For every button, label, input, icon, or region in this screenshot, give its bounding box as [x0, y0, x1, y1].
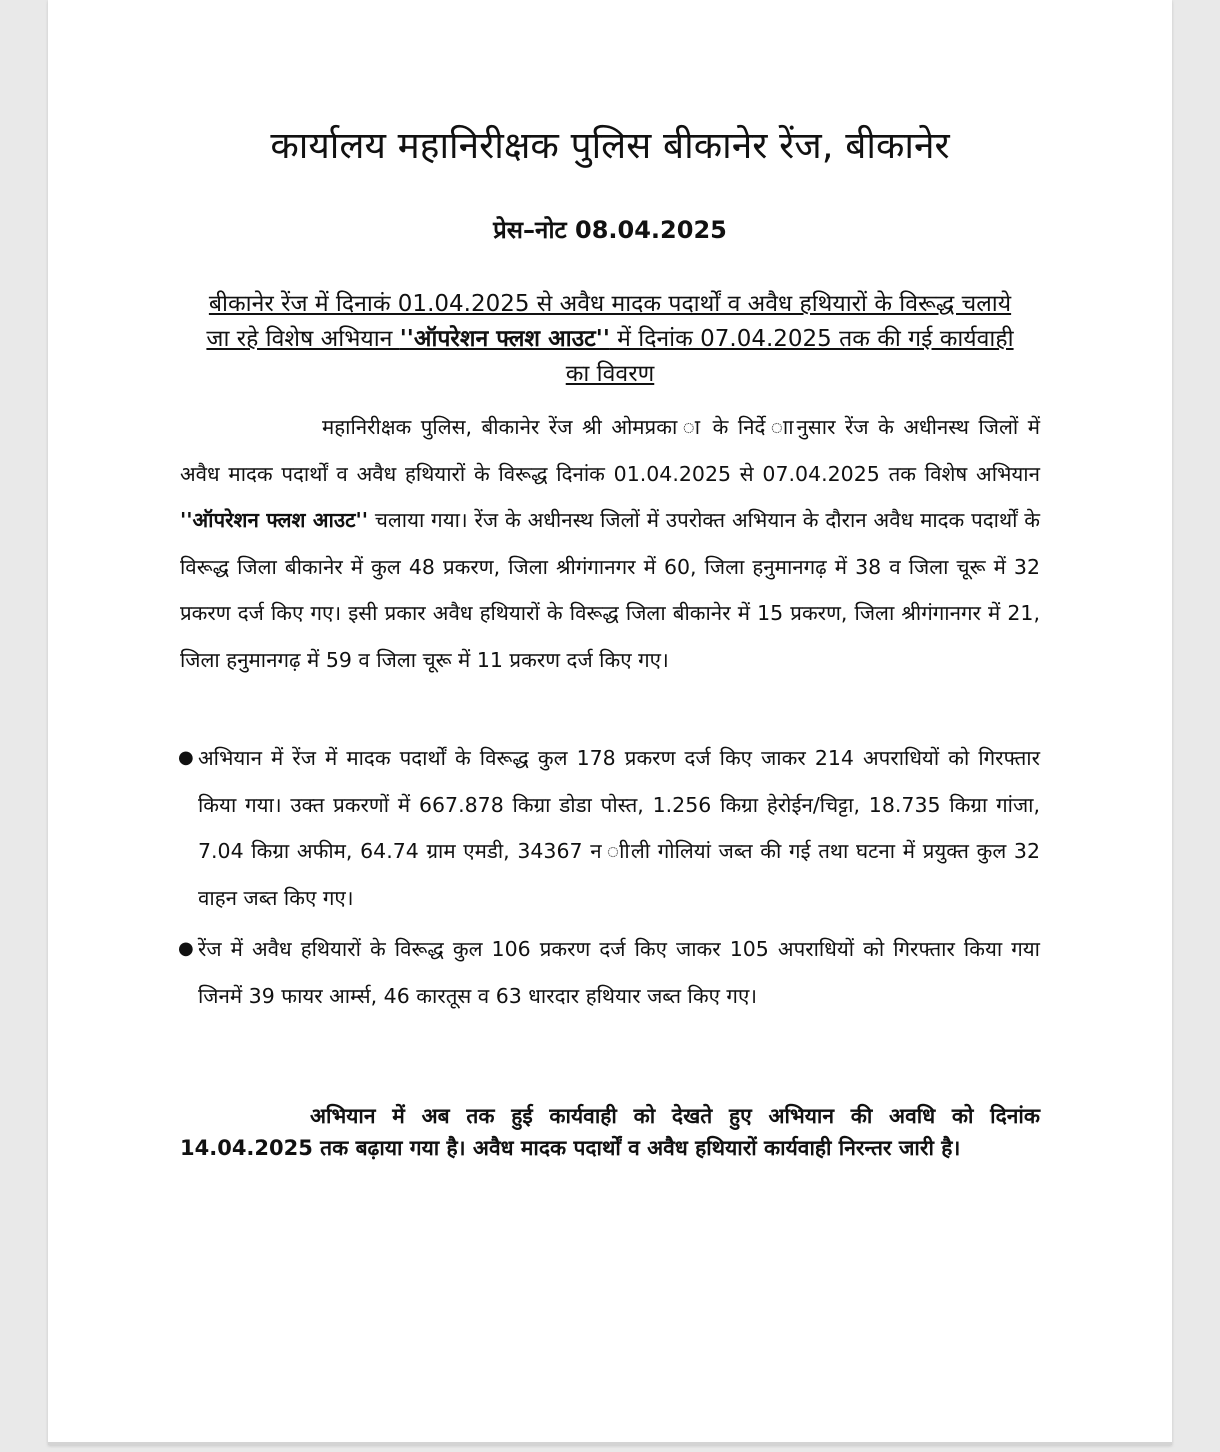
body-paragraph	[180, 404, 1040, 684]
bullet-item-weapons	[180, 926, 1040, 1019]
press-note-heading: प्रेस–नोट 08.04.2025	[493, 216, 727, 244]
office-title: कार्यालय महानिरीक्षक पुलिस बीकानेर रेंज, बीकानेर	[270, 124, 950, 167]
body-operation-name: ''ऑपरेशन फ्लश आउट''	[180, 508, 368, 533]
bullet-text: अभियान में रेंज में मादक पदार्थों के विरूद्ध कुल 178 प्रकरण दर्ज किए जाकर 214 अपराधियों को गिरफ्तार किया गया। उक्त प्रकरणों में 667.878 किग्रा डोडा पोस्त, 1.256 किग्रा हेरोईन/चिट्टा, 18.735 किग्रा गांजा, 7.04 किग्रा अफीम, 64.74 ग्राम एमडी, 34367 न ाीली गोलियां जब्त की गई तथा घटना में प्रयुक्त कुल 32 वाहन जब्त किए गए।	[198, 746, 1040, 910]
body-text-end: चलाया गया। रेंज के अधीनस्थ जिलों में उपरोक्त अभियान के दौरान अवैध मादक पदार्थों के विरूद्ध जिला बीकानेर में कुल 48 प्रकरण, जिला श्रीगंगानगर में 60, जिला हनुमानगढ़ में 38 व जिला चूरू में 32 प्रकरण दर्ज किए गए। इसी प्रकार अवैध हथियारों के विरूद्ध जिला बीकानेर में 15 प्रकरण, जिला श्रीगंगानगर में 21, जिला हनुमानगढ़ में 59 व जिला चूरू में 11 प्रकरण दर्ज किए गए।	[180, 508, 1040, 672]
subject-text-end: में दिनांक 07.04.2025 तक की गई कार्यवाही का विवरण	[565, 326, 1014, 387]
subject-heading	[196, 287, 1024, 392]
closing-paragraph: अभियान में अब तक हुई कार्यवाही को देखते हुए अभियान की अवधि को दिनांक 14.04.2025 तक बढ़ाया गया है। अवैध मादक पदार्थों व अवैध हथियारों कार्यवाही निरन्तर जारी है।	[180, 1104, 1040, 1160]
bullet-dot-icon: ●	[178, 938, 194, 960]
bullet-list	[180, 735, 1040, 1020]
body-text-start: महानिरीक्षक पुलिस, बीकानेर रेंज श्री ओमप्रका ा के निर्दे ाानुसार रेंज के अधीनस्थ जिलों में अवैध मादक पदार्थों व अवैध हथियारों के विरूद्ध दिनांक 01.04.2025 से 07.04.2025 तक विशेष अभियान	[180, 415, 1040, 486]
document-page	[48, 0, 1172, 1445]
bullet-dot-icon: ●	[178, 747, 194, 768]
bullet-text: रेंज में अवैध हथियारों के विरूद्ध कुल 106 प्रकरण दर्ज किए जाकर 105 अपराधियों को गिरफ्तार किया गया जिनमें 39 फायर आर्म्स, 46 कारतूस व 63 धारदार हथियार जब्त किए गए।	[198, 937, 1040, 1008]
subject-operation-name: ''ऑपरेशन फ्लश आउट''	[399, 326, 610, 352]
bullet-item-narcotics	[180, 735, 1040, 921]
subject-text-start: बीकानेर रेंज में दिनाकं 01.04.2025 से अवैध मादक पदार्थों व अवैध हथियारों के विरूद्ध चलाये जा रहे विशेष अभियान	[206, 291, 1012, 352]
